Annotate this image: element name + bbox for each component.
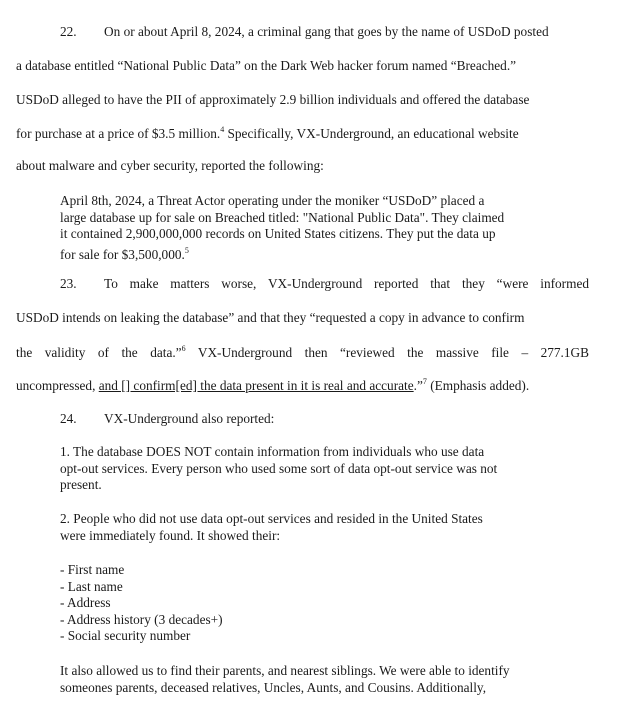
list-item: - First name [60, 562, 125, 577]
bullet-list [60, 562, 550, 645]
text-run: Specifically, VX-Underground, an educational website [224, 126, 519, 141]
paragraph-line: a database entitled “National Public Data” on the Dark Web hacker forum named “Breached.” [16, 58, 517, 73]
paragraph-line [16, 344, 589, 361]
paragraph-line: about malware and cyber security, reported the following: [16, 158, 324, 173]
para-number: 24. [60, 411, 77, 426]
paragraph-line [16, 377, 529, 394]
paragraph-line: USDoD intends on leaking the database” and that they “requested a copy in advance to confirm [16, 310, 525, 325]
text-run: uncompressed, [16, 378, 99, 393]
paragraph-line: USDoD alleged to have the PII of approximately 2.9 billion individuals and offered the database [16, 92, 530, 107]
quote-line: it contained 2,900,000,000 records on United States citizens. They put the data up [60, 226, 496, 242]
quote-line: opt-out services. Every person who used some sort of data opt-out service was not [60, 460, 498, 476]
list-item: - Address [60, 595, 111, 611]
text-run: (Emphasis added). [426, 378, 530, 393]
quote-line: It also allowed us to find their parents, and nearest siblings. We were able to identify [60, 663, 510, 678]
para-number: 23. [60, 276, 77, 291]
paragraph-line [16, 125, 519, 142]
paragraph-line: VX-Underground also reported: [104, 411, 275, 426]
text-run: VX-Underground then “reviewed the massive file – 277.1GB [185, 345, 590, 360]
quote-line: present. [60, 477, 102, 493]
text-run: the validity of the data.” [16, 345, 182, 360]
block-quote [60, 663, 550, 696]
quote-line: 2. People who did not use data opt-out services and resided in the United States [60, 511, 483, 526]
quote-line: were immediately found. It showed their: [60, 527, 281, 543]
text-run: for purchase at a price of $3.5 million. [16, 126, 221, 141]
paragraph-line: On or about April 8, 2024, a criminal gang that goes by the name of USDoD posted [104, 24, 549, 39]
block-quote [60, 193, 550, 263]
text-run: for sale for $3,500,000. [60, 246, 185, 262]
footnote-ref: 4 [220, 125, 225, 134]
emphasized-text: and [] confirm[ed] the data present in it is real and accurate [98, 378, 414, 393]
quote-line: April 8th, 2024, a Threat Actor operating under the moniker “USDoD” placed a [60, 193, 485, 208]
para-number: 22. [60, 24, 77, 39]
quote-line: large database up for sale on Breached titled: "National Public Data". They claimed [60, 209, 505, 225]
footnote-ref: 6 [181, 344, 186, 353]
list-item: - Last name [60, 578, 123, 594]
footnote-ref: 7 [422, 377, 427, 386]
paragraph-line: To make matters worse, VX-Underground reported that they “were informed [104, 276, 589, 291]
list-item: - Social security number [60, 628, 191, 644]
quote-line: someones parents, deceased relatives, Uncles, Aunts, and Cousins. Additionally, [60, 679, 487, 695]
block-quote [60, 444, 550, 494]
footnote-ref: 5 [184, 245, 189, 255]
block-quote [60, 511, 550, 544]
quote-line: 1. The database DOES NOT contain information from individuals who use data [60, 444, 485, 459]
quote-line [60, 243, 550, 264]
text-run: .” [413, 378, 423, 393]
list-item: - Address history (3 decades+) [60, 611, 223, 627]
